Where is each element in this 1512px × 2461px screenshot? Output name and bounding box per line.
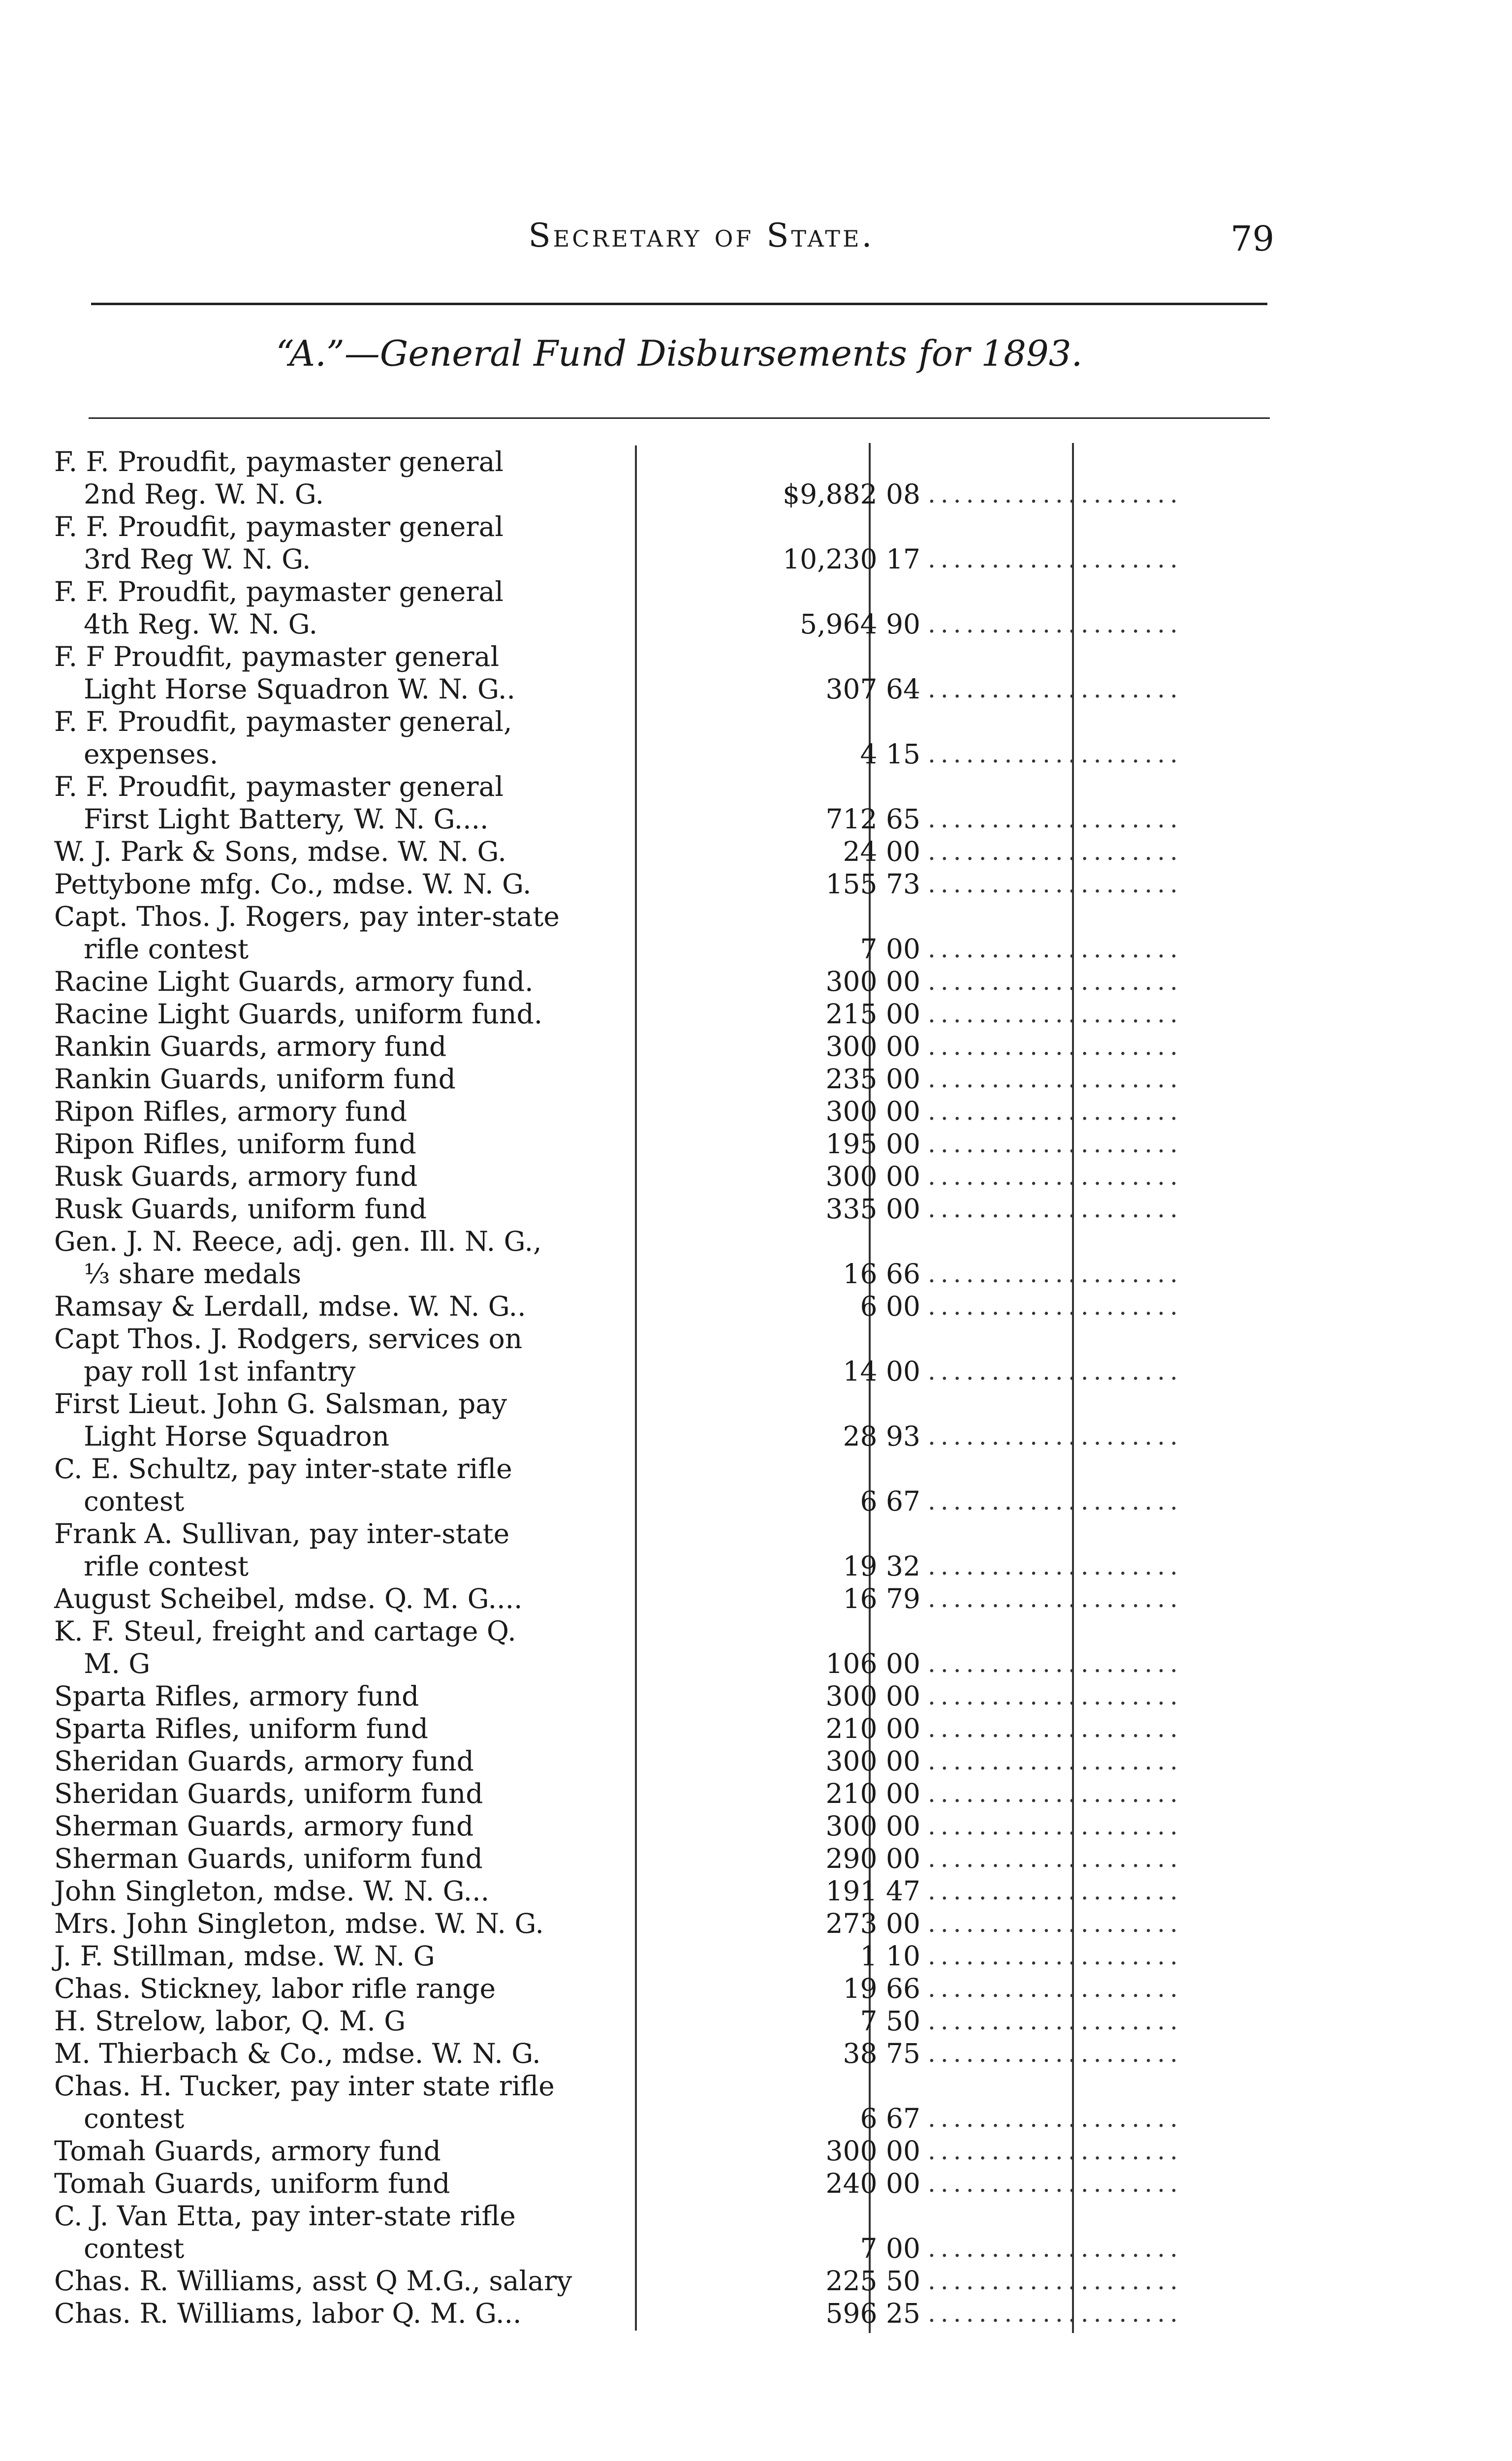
entry-description: [54, 998, 637, 1030]
entry-description: [54, 2037, 637, 2070]
entry-description-continuation: First Light Battery, W. N. G....: [84, 803, 489, 835]
entry-amount: 195 00: [825, 1128, 920, 1160]
entry-amount: 225 50: [825, 2265, 920, 2297]
entry-amount: 300 00: [825, 1680, 920, 1712]
entry-amount: 191 47: [825, 1875, 920, 1907]
entry-amount: 14 00: [843, 1356, 920, 1387]
entry-amount: 6 67: [860, 1485, 920, 1517]
dot-leaders: ....................: [928, 967, 1183, 996]
entry-description: [54, 868, 637, 900]
entry-amount: 300 00: [825, 2135, 920, 2167]
table-row: [54, 2265, 1275, 2297]
entry-description-line: H. Strelow, labor, Q. M. G: [54, 2005, 406, 2037]
entry-description-continuation: contest: [84, 1485, 185, 1517]
table-row: [54, 1517, 1275, 1582]
dot-leaders: ....................: [928, 1779, 1183, 1808]
entry-description: [54, 1030, 637, 1063]
entry-description-line: Tomah Guards, uniform fund: [54, 2168, 450, 2199]
table-row: [54, 868, 1275, 900]
dot-leaders: ....................: [928, 870, 1183, 898]
dot-leaders: ....................: [928, 2267, 1183, 2295]
entry-description: [54, 1875, 637, 1907]
entry-amount: 290 00: [825, 1843, 920, 1874]
dot-leaders: ....................: [928, 1422, 1183, 1451]
dot-leaders: ....................: [928, 1909, 1183, 1938]
entry-description-line: C. E. Schultz, pay inter-state rifle: [54, 1453, 512, 1484]
entry-description: [54, 1160, 637, 1193]
entry-description-line: Sheridan Guards, armory fund: [54, 1745, 474, 1777]
entry-amount: 7 50: [860, 2005, 920, 2037]
dot-leaders: ....................: [928, 2104, 1183, 2133]
entry-description-line: Ripon Rifles, uniform fund: [54, 1128, 416, 1160]
dot-leaders: ....................: [928, 2007, 1183, 2035]
entry-amount: 7 00: [860, 2233, 920, 2264]
entry-description-line: Gen. J. N. Reece, adj. gen. Ill. N. G.,: [54, 1226, 542, 1257]
dot-leaders: ....................: [928, 610, 1183, 638]
dot-leaders: ....................: [928, 2137, 1183, 2165]
entry-amount: 210 00: [825, 1778, 920, 1809]
dot-leaders: ....................: [928, 2169, 1183, 2198]
table-row: [54, 1907, 1275, 1940]
entry-description: [54, 705, 637, 770]
dot-leaders: ....................: [928, 1974, 1183, 2003]
entry-description: [54, 1940, 637, 1972]
entry-amount: 1 10: [860, 1940, 920, 1972]
entry-description: [54, 1193, 637, 1225]
entry-amount: 19 32: [843, 1550, 920, 1582]
entry-description-continuation: Light Horse Squadron: [84, 1420, 390, 1452]
entry-amount: 300 00: [825, 1745, 920, 1777]
table-row: [54, 1193, 1275, 1225]
dot-leaders: ....................: [928, 1357, 1183, 1386]
dot-leaders: ....................: [928, 1195, 1183, 1223]
entry-amount: 235 00: [825, 1063, 920, 1095]
entry-description-line: Mrs. John Singleton, mdse. W. N. G.: [54, 1908, 544, 1939]
entry-amount: 6 00: [860, 1291, 920, 1322]
dot-leaders: ....................: [928, 837, 1183, 866]
entry-amount: 712 65: [825, 803, 920, 835]
entry-description: [54, 1095, 637, 1128]
entry-description-line: F. F. Proudfit, paymaster general: [54, 511, 504, 542]
entry-description: [54, 1712, 637, 1745]
dot-leaders: ....................: [928, 805, 1183, 833]
entry-amount: 273 00: [825, 1908, 920, 1939]
table-title: “A.”—General Fund Disbursements for 1893.: [276, 333, 1083, 374]
entry-amount: 300 00: [825, 1161, 920, 1192]
entry-description: [54, 2135, 637, 2167]
table-row: [54, 998, 1275, 1030]
entry-description-continuation: rifle contest: [84, 1550, 249, 1582]
dot-leaders: ....................: [928, 1714, 1183, 1743]
dot-leaders: ....................: [928, 2299, 1183, 2328]
table-row: [54, 640, 1275, 705]
entry-description: [54, 1810, 637, 1842]
entry-description: [54, 1615, 637, 1680]
entry-amount: 7 00: [860, 933, 920, 965]
dot-leaders: ....................: [928, 480, 1183, 508]
dot-leaders: ....................: [928, 1552, 1183, 1580]
entry-amount: 16 66: [843, 1258, 920, 1290]
table-row: [54, 1615, 1275, 1680]
entry-description-continuation: 4th Reg. W. N. G.: [84, 608, 318, 640]
entry-description-line: F. F. Proudfit, paymaster general: [54, 771, 504, 802]
entry-description: [54, 1517, 637, 1582]
entry-description-line: Chas. R. Williams, labor Q. M. G...: [54, 2298, 522, 2329]
table-row: [54, 575, 1275, 640]
table-row: [54, 1940, 1275, 1972]
table-row: [54, 1063, 1275, 1095]
entry-description: [54, 2297, 637, 2330]
dot-leaders: ....................: [928, 1844, 1183, 1873]
dot-leaders: ....................: [928, 1584, 1183, 1613]
entry-amount: 300 00: [825, 966, 920, 997]
entry-amount: 4 15: [860, 738, 920, 770]
entry-amount: 335 00: [825, 1193, 920, 1225]
entry-description-line: F. F. Proudfit, paymaster general: [54, 576, 504, 607]
dot-leaders: ....................: [928, 545, 1183, 573]
entry-description-line: M. Thierbach & Co., mdse. W. N. G.: [54, 2038, 541, 2069]
entry-description-line: Racine Light Guards, armory fund.: [54, 966, 534, 997]
table-row: [54, 900, 1275, 965]
table-row: [54, 1095, 1275, 1128]
entry-description-continuation: pay roll 1st infantry: [84, 1356, 356, 1387]
entry-description-line: August Scheibel, mdse. Q. M. G....: [54, 1583, 523, 1614]
entry-amount: 215 00: [825, 998, 920, 1030]
entry-description: [54, 1972, 637, 2005]
entry-description-line: F. F. Proudfit, paymaster general: [54, 446, 504, 477]
dot-leaders: ....................: [928, 1942, 1183, 1970]
dot-leaders: ....................: [928, 2234, 1183, 2263]
entry-amount: 300 00: [825, 1096, 920, 1127]
dot-leaders: ....................: [928, 675, 1183, 703]
entry-description: [54, 965, 637, 998]
dot-leaders: ....................: [928, 1292, 1183, 1321]
entry-amount: 300 00: [825, 1031, 920, 1062]
entry-amount: 16 79: [843, 1583, 920, 1614]
entry-description-line: Sparta Rifles, uniform fund: [54, 1713, 429, 1744]
entry-description: [54, 770, 637, 835]
dot-leaders: ....................: [928, 1162, 1183, 1191]
entry-description: [54, 2200, 637, 2265]
entry-description: [54, 900, 637, 965]
entry-description-continuation: contest: [84, 2233, 185, 2264]
entry-description-line: Rusk Guards, armory fund: [54, 1161, 418, 1192]
table-row: [54, 1777, 1275, 1810]
table-row: [54, 2037, 1275, 2070]
table-row: [54, 1290, 1275, 1323]
entry-description-line: Rusk Guards, uniform fund: [54, 1193, 427, 1225]
dot-leaders: ....................: [928, 1032, 1183, 1061]
entry-description-continuation: 2nd Reg. W. N. G.: [84, 478, 324, 510]
entry-description-line: Chas. H. Tucker, pay inter state rifle: [54, 2070, 555, 2102]
top-rule: [91, 303, 1267, 305]
table-row: [54, 705, 1275, 770]
table-row: [54, 835, 1275, 868]
entry-description-line: Chas. Stickney, labor rifle range: [54, 1973, 496, 2004]
entry-description-line: Chas. R. Williams, asst Q M.G., salary: [54, 2265, 572, 2297]
entry-description-line: First Lieut. John G. Salsman, pay: [54, 1388, 507, 1420]
table-row: [54, 2297, 1275, 2330]
dot-leaders: ....................: [928, 1877, 1183, 1905]
entry-description: [54, 1907, 637, 1940]
entry-description-line: F. F Proudfit, paymaster general: [54, 641, 500, 672]
entry-description-line: Capt. Thos. J. Rogers, pay inter-state: [54, 901, 560, 932]
entry-description-line: Sherman Guards, uniform fund: [54, 1843, 483, 1874]
table-row: [54, 1388, 1275, 1452]
entry-amount: 300 00: [825, 1810, 920, 1842]
entry-description-line: Rankin Guards, uniform fund: [54, 1063, 456, 1095]
entry-description-line: F. F. Proudfit, paymaster general,: [54, 706, 512, 737]
entry-description: [54, 640, 637, 705]
table-row: [54, 1582, 1275, 1615]
table-row: [54, 2135, 1275, 2167]
entry-amount: 5,964 90: [800, 608, 920, 640]
entry-description: [54, 1128, 637, 1160]
dot-leaders: ....................: [928, 935, 1183, 963]
dot-leaders: ....................: [928, 1812, 1183, 1840]
table-row: [54, 2070, 1275, 2135]
page-header: [0, 217, 1512, 271]
entry-description-line: K. F. Steul, freight and cartage Q.: [54, 1615, 516, 1647]
table-row: [54, 1842, 1275, 1875]
entry-description-line: Sherman Guards, armory fund: [54, 1810, 474, 1842]
entry-description-line: Racine Light Guards, uniform fund.: [54, 998, 543, 1030]
running-title: Secretary of State.: [528, 217, 875, 254]
table-row: [54, 965, 1275, 998]
entry-amount: 596 25: [825, 2298, 920, 2329]
entry-description-line: Sparta Rifles, armory fund: [54, 1680, 419, 1712]
entry-description: [54, 510, 637, 575]
entry-description-line: C. J. Van Etta, pay inter-state rifle: [54, 2200, 516, 2232]
table-row: [54, 1225, 1275, 1290]
table-row: [54, 1745, 1275, 1777]
table-row: [54, 1128, 1275, 1160]
entry-description-continuation: ⅓ share medals: [84, 1258, 302, 1290]
entry-description: [54, 2265, 637, 2297]
dot-leaders: ....................: [928, 1065, 1183, 1093]
entry-description: [54, 1680, 637, 1712]
entry-description-line: John Singleton, mdse. W. N. G...: [54, 1875, 490, 1907]
entry-amount: 210 00: [825, 1713, 920, 1744]
entry-description: [54, 1388, 637, 1452]
table-row: [54, 1972, 1275, 2005]
dot-leaders: ....................: [928, 1130, 1183, 1158]
entry-description-line: Ripon Rifles, armory fund: [54, 1096, 408, 1127]
entry-amount: 155 73: [825, 868, 920, 900]
entry-description: [54, 1225, 637, 1290]
entry-description: [54, 1582, 637, 1615]
entry-description-continuation: 3rd Reg W. N. G.: [84, 543, 311, 575]
entry-description-continuation: M. G: [84, 1648, 151, 1679]
table-row: [54, 1323, 1275, 1388]
entry-description: [54, 2070, 637, 2135]
entry-amount: 10,230 17: [783, 543, 920, 575]
entry-amount: 24 00: [843, 836, 920, 867]
table-row: [54, 1712, 1275, 1745]
entry-description: [54, 835, 637, 868]
entry-description-line: Rankin Guards, armory fund: [54, 1031, 447, 1062]
entry-description-line: Frank A. Sullivan, pay inter-state: [54, 1518, 510, 1549]
dot-leaders: ....................: [928, 1487, 1183, 1515]
dot-leaders: ....................: [928, 1649, 1183, 1678]
entry-description-line: Pettybone mfg. Co., mdse. W. N. G.: [54, 868, 532, 900]
table-row: [54, 2167, 1275, 2200]
entry-amount: 240 00: [825, 2168, 920, 2199]
entry-amount: 106 00: [825, 1648, 920, 1679]
entry-amount: 307 64: [825, 673, 920, 705]
entry-description-continuation: rifle contest: [84, 933, 249, 965]
entry-amount: 19 66: [843, 1973, 920, 2004]
entry-description-line: Tomah Guards, armory fund: [54, 2135, 441, 2167]
entry-amount: 6 67: [860, 2103, 920, 2134]
entry-amount: 38 75: [843, 2038, 920, 2069]
table-row: [54, 1160, 1275, 1193]
entry-description-line: Ramsay & Lerdall, mdse. W. N. G..: [54, 1291, 526, 1322]
dot-leaders: ....................: [928, 1682, 1183, 1710]
entry-description: [54, 2167, 637, 2200]
entry-description: [54, 2005, 637, 2037]
entry-description: [54, 445, 637, 510]
table-row: [54, 770, 1275, 835]
dot-leaders: ....................: [928, 1747, 1183, 1775]
dot-leaders: ....................: [928, 1097, 1183, 1126]
table-row: [54, 1452, 1275, 1517]
table-row: [54, 510, 1275, 575]
entry-description: [54, 1777, 637, 1810]
table-row: [54, 1680, 1275, 1712]
table-row: [54, 2200, 1275, 2265]
dot-leaders: ....................: [928, 2039, 1183, 2068]
entry-description: [54, 1290, 637, 1323]
entry-amount: $9,882 08: [783, 478, 920, 510]
entry-description: [54, 1063, 637, 1095]
entry-description: [54, 1452, 637, 1517]
dot-leaders: ....................: [928, 1260, 1183, 1288]
dot-leaders: ....................: [928, 740, 1183, 768]
entry-description-line: Sheridan Guards, uniform fund: [54, 1778, 483, 1809]
entry-description: [54, 575, 637, 640]
table-row: [54, 1875, 1275, 1907]
table-row: [54, 2005, 1275, 2037]
dot-leaders: ....................: [928, 1000, 1183, 1028]
table-row: [54, 445, 1275, 510]
entry-description: [54, 1323, 637, 1388]
page-number: 79: [1230, 219, 1275, 259]
disbursements-table: [54, 445, 1275, 2330]
entry-description-continuation: expenses.: [84, 738, 219, 770]
entry-description-continuation: contest: [84, 2103, 185, 2134]
entry-description-line: W. J. Park & Sons, mdse. W. N. G.: [54, 836, 506, 867]
entry-description: [54, 1745, 637, 1777]
title-rule: [89, 417, 1270, 419]
entry-description-line: J. F. Stillman, mdse. W. N. G: [54, 1940, 435, 1972]
table-row: [54, 1810, 1275, 1842]
entry-description: [54, 1842, 637, 1875]
entry-amount: 28 93: [843, 1420, 920, 1452]
entry-description-line: Capt Thos. J. Rodgers, services on: [54, 1323, 523, 1355]
entry-description-continuation: Light Horse Squadron W. N. G..: [84, 673, 515, 705]
table-row: [54, 1030, 1275, 1063]
